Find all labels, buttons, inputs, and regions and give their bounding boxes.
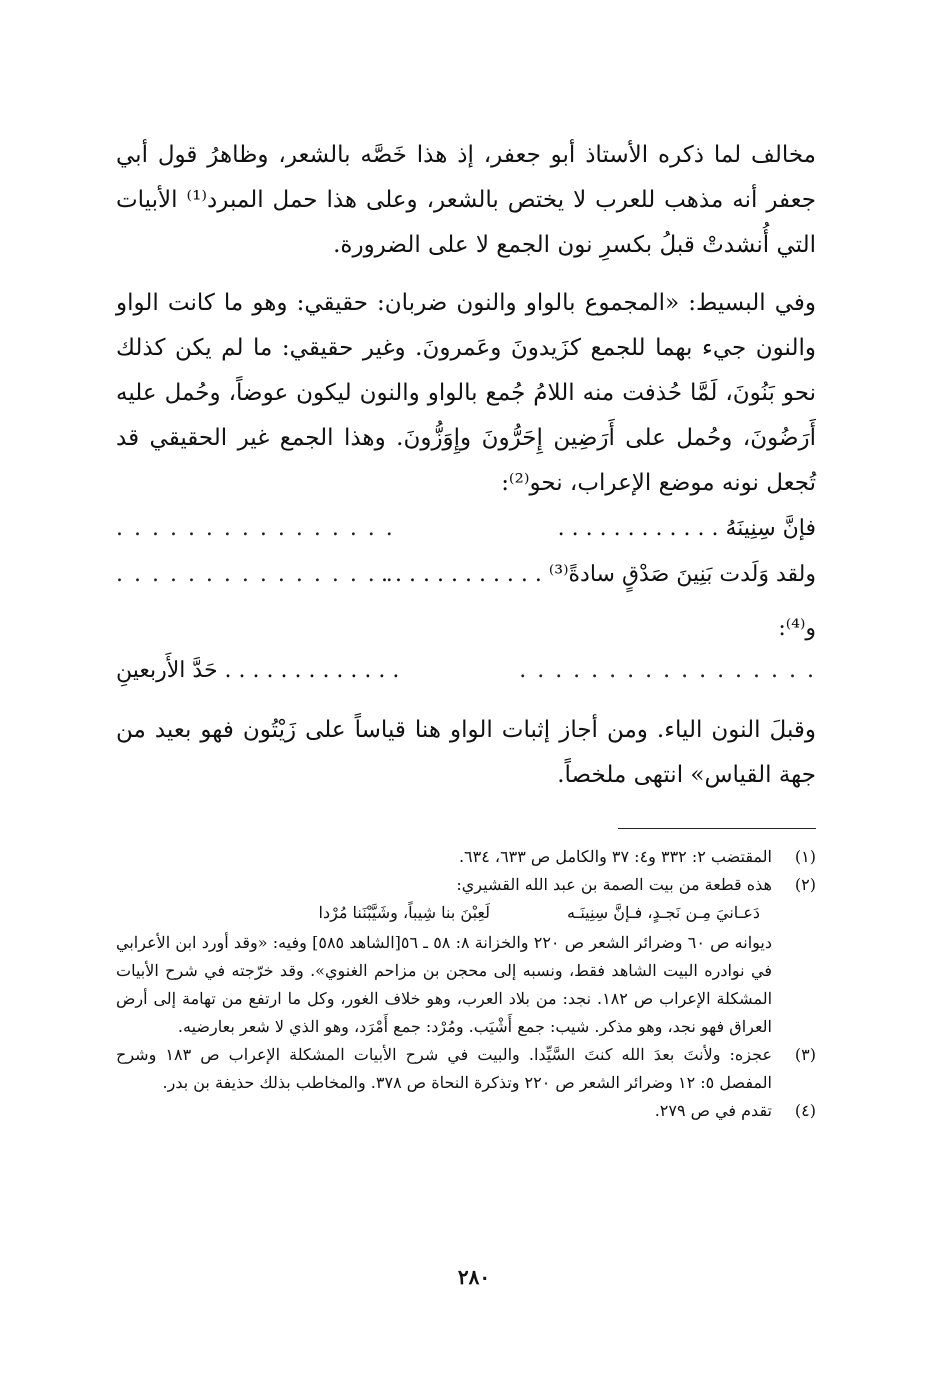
footnote-number: (٢) xyxy=(794,875,816,894)
poem-second-hemistich: لَعِبْنَ بنا شِيباً، وشَيَّبْنَنا مُرْدا xyxy=(318,903,490,922)
verse-line xyxy=(116,648,816,708)
verse-intro: و⁽⁴⁾: xyxy=(778,616,816,641)
footnote-text: هذه قطعة من بيت الصمة بن عبد الله القشيري: xyxy=(456,875,772,894)
footnote-text: المقتضب ٢: ٣٣٢ و٤: ٣٧ والكامل ص ٦٣٣، ٦٣٤. xyxy=(458,847,772,866)
paragraph: مخالف لما ذكره الأستاذ أبو جعفر، إذ هذا خَصَّه بالشعر، وظاهرُ قول أبي جعفر أنه مذهب للعرب لا يختص بالشعر، وعلى هذا حمل المبرد⁽¹⁾ الأبيات التي أُنشدتْ قبلُ بكسرِ نون الجمع لا على الضرورة. xyxy=(116,142,816,258)
footnote-number: (٣) xyxy=(794,1045,816,1064)
verse-first-hemistich: فإنَّ سِنِينَهُ . . . . . . . . . . . . xyxy=(557,516,816,541)
footnote-poem xyxy=(116,899,772,929)
footnotes xyxy=(116,843,816,1125)
footnote-detail: ديوانه ص ٦٠ وضرائر الشعر ص ٢٢٠ والخزانة ٨: ٥٨ ـ ٥٦[الشاهد ٥٨٥] وفيه: «وقد أورد ابن الأعرابي في نوادره البيت الشاهد فقط، ونسبه إلى محجن بن مزاحم الغنوي». وقد خرّجته في شرح الأبيات المشكلة الإعراب ص ١٨٢. نجد: من بلاد العرب، وهو خلاف الغور، وكل ما ارتفع من تهامة إلى أرض العراق فهو نجد، وهو مذكر. شيب: جمع أَشْيَب. ومُرْد: جمع أَمْرَد، وهو الذي لا شعر بعارضيه. xyxy=(116,933,773,1036)
footnote-text: تقدم في ص ٢٧٩. xyxy=(654,1101,772,1120)
poem-first-hemistich: دَعـانيَ مِـن نَجـدٍ، فـإنَّ سِنِينَـه xyxy=(567,903,760,922)
footnote-1 xyxy=(116,843,816,871)
footnote-text: عجزه: ولأنتَ بعدَ الله كنتَ السَّيِّدا. والبيت في شرح الأبيات المشكلة الإعراب ص ١٨٣ وشرح المفصل ٥: ١٢ وضرائر الشعر ص ٢٢٠ وتذكرة النحاة ص ٣٧٨. والمخاطب بذلك حذيفة بن بدر. xyxy=(116,1045,773,1092)
footnote-number: (١) xyxy=(794,847,816,866)
page-number: ٢٨٠ xyxy=(457,1265,491,1289)
verse-first-hemistich: ولقد وَلَدت بَنِينَ صَدْقٍ سادةً⁽³⁾ . . . . . . . . . . . . xyxy=(381,562,816,587)
footnote-2 xyxy=(116,871,816,1041)
footnote-separator xyxy=(618,828,816,829)
paragraph: وفي البسيط: «المجموع بالواو والنون ضربان: حقيقي: وهو ما كانت الواو والنون جيء بهما للجمع كزَيدونَ وعَمرونَ. وغير حقيقي: ما لم يكن كذلك نحو بَنُونَ، لَمَّا حُذفت منه اللامُ جُمع بالواو والنون ليكون عوضاً، وحُمل عليه أَرَضُونَ، وحُمل على أَرَضِين إِحَرُّونَ وإِوَزُّونَ. وهذا الجمع غير الحقيقي قد تُجعل نونه موضع الإعراب، نحو⁽²⁾: xyxy=(116,290,816,496)
paragraph: وقبلَ النون الياء. ومن أجاز إثبات الواو هنا قياساً على زَيْتُون فهو بعيد من جهة القياس» انتهى ملخصاً. xyxy=(116,717,816,788)
verse-second-hemistich: . . . . . . . . . . . . . حَدَّ الأَربعينِ xyxy=(116,658,400,683)
main-text xyxy=(116,133,816,798)
footnote-4 xyxy=(116,1097,816,1125)
verse-first-hemistich: . . . . . . . . . . . . . . . . . xyxy=(519,658,816,683)
verse-second-hemistich: . . . . . . . . . . . . . . . . xyxy=(116,562,395,587)
footnote-3 xyxy=(116,1041,816,1097)
verse-second-hemistich: . . . . . . . . . . . . . . . . xyxy=(116,516,395,541)
verse-line xyxy=(116,552,816,598)
verse-line xyxy=(116,506,816,552)
footnote-number: (٤) xyxy=(794,1101,816,1120)
